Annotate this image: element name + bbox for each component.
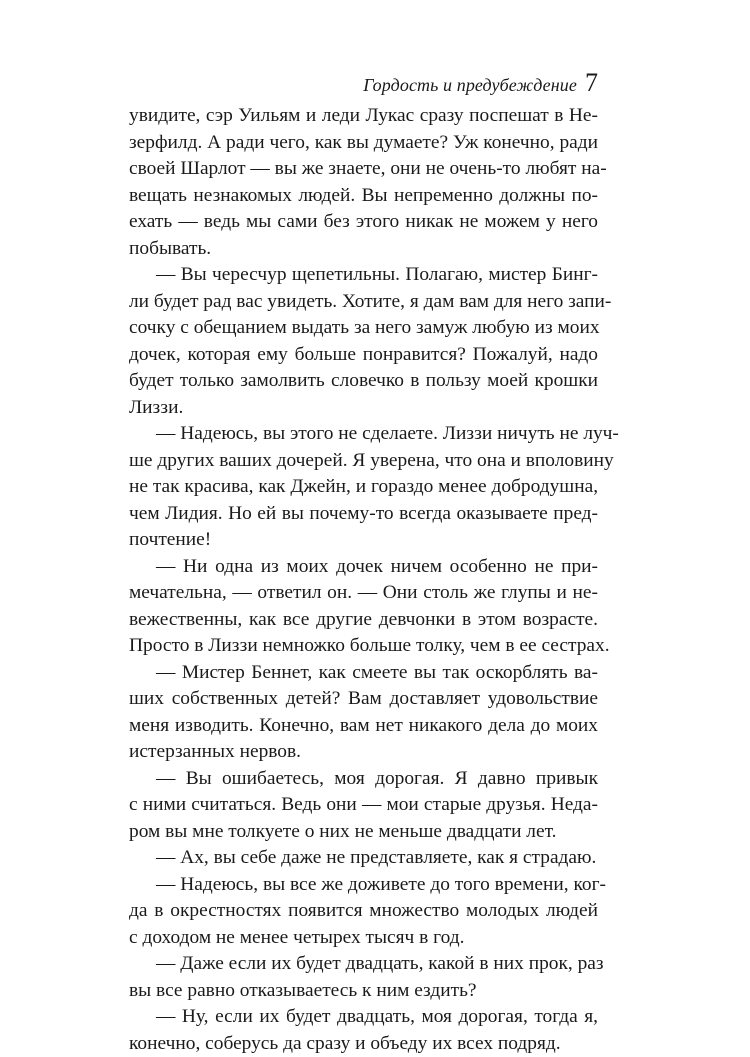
text-line: Просто в Лиззи немножко больше толку, чем в ее сестрах.	[129, 633, 598, 660]
text-line: — Вы ошибаетесь, моя дорогая. Я давно привык	[129, 766, 598, 793]
text-line: ехать — ведь мы сами без этого никак не можем у него	[129, 209, 598, 236]
text-line: вежественны, как все другие девчонки в этом возрасте.	[129, 607, 598, 634]
text-line: вы все равно отказываетесь к ним ездить?	[129, 978, 598, 1005]
text-line: меня изводить. Конечно, вам нет никакого дела до моих	[129, 713, 598, 740]
text-line: — Ах, вы себе даже не представляете, как я страдаю.	[129, 845, 598, 872]
text-line: почтение!	[129, 527, 598, 554]
page-number: 7	[585, 68, 598, 97]
text-line: конечно, соберусь да сразу и объеду их всех подряд.	[129, 1031, 598, 1057]
text-line: — Надеюсь, вы этого не сделаете. Лиззи ничуть не луч-	[129, 421, 598, 448]
text-line: — Даже если их будет двадцать, какой в них прок, раз	[129, 951, 598, 978]
text-line: — Ни одна из моих дочек ничем особенно не при-	[129, 554, 598, 581]
text-line: своей Шарлот — вы же знаете, они не очень-то любят на-	[129, 156, 598, 183]
text-line: да в окрестностях появится множество молодых людей	[129, 898, 598, 925]
text-line: ром вы мне толкуете о них не меньше двадцати лет.	[129, 819, 598, 846]
text-line: ли будет рад вас увидеть. Хотите, я дам вам для него запи-	[129, 289, 598, 316]
text-line: с доходом не менее четырех тысяч в год.	[129, 925, 598, 952]
text-line: — Мистер Беннет, как смеете вы так оскорблять ва-	[129, 660, 598, 687]
body-text	[129, 103, 598, 1057]
text-line: увидите, сэр Уильям и леди Лукас сразу поспешат в Не-	[129, 103, 598, 130]
text-line: чем Лидия. Но ей вы почему-то всегда оказываете пред-	[129, 501, 598, 528]
text-line: ших собственных детей? Вам доставляет удовольствие	[129, 686, 598, 713]
text-line: мечательна, — ответил он. — Они столь же глупы и не-	[129, 580, 598, 607]
text-line: зерфилд. А ради чего, как вы думаете? Уж конечно, ради	[129, 130, 598, 157]
text-line: ше других ваших дочерей. Я уверена, что она и вполовину	[129, 448, 598, 475]
text-line: с ними считаться. Ведь они — мои старые друзья. Неда-	[129, 792, 598, 819]
text-line: — Ну, если их будет двадцать, моя дорогая, тогда я,	[129, 1004, 598, 1031]
text-line: истерзанных нервов.	[129, 739, 598, 766]
text-line: — Вы чересчур щепетильны. Полагаю, мистер Бинг-	[129, 262, 598, 289]
text-line: дочек, которая ему больше понравится? Пожалуй, надо	[129, 342, 598, 369]
text-line: будет только замолвить словечко в пользу моей крошки	[129, 368, 598, 395]
text-line: побывать.	[129, 236, 598, 263]
text-line: не так красива, как Джейн, и гораздо менее добродушна,	[129, 474, 598, 501]
page-header	[128, 68, 598, 98]
text-line: — Надеюсь, вы все же доживете до того времени, ког-	[129, 872, 598, 899]
running-title: Гордость и предубеждение	[363, 75, 577, 95]
text-line: сочку с обещанием выдать за него замуж любую из моих	[129, 315, 598, 342]
text-line: вещать незнакомых людей. Вы непременно должны по-	[129, 183, 598, 210]
text-line: Лиззи.	[129, 395, 598, 422]
